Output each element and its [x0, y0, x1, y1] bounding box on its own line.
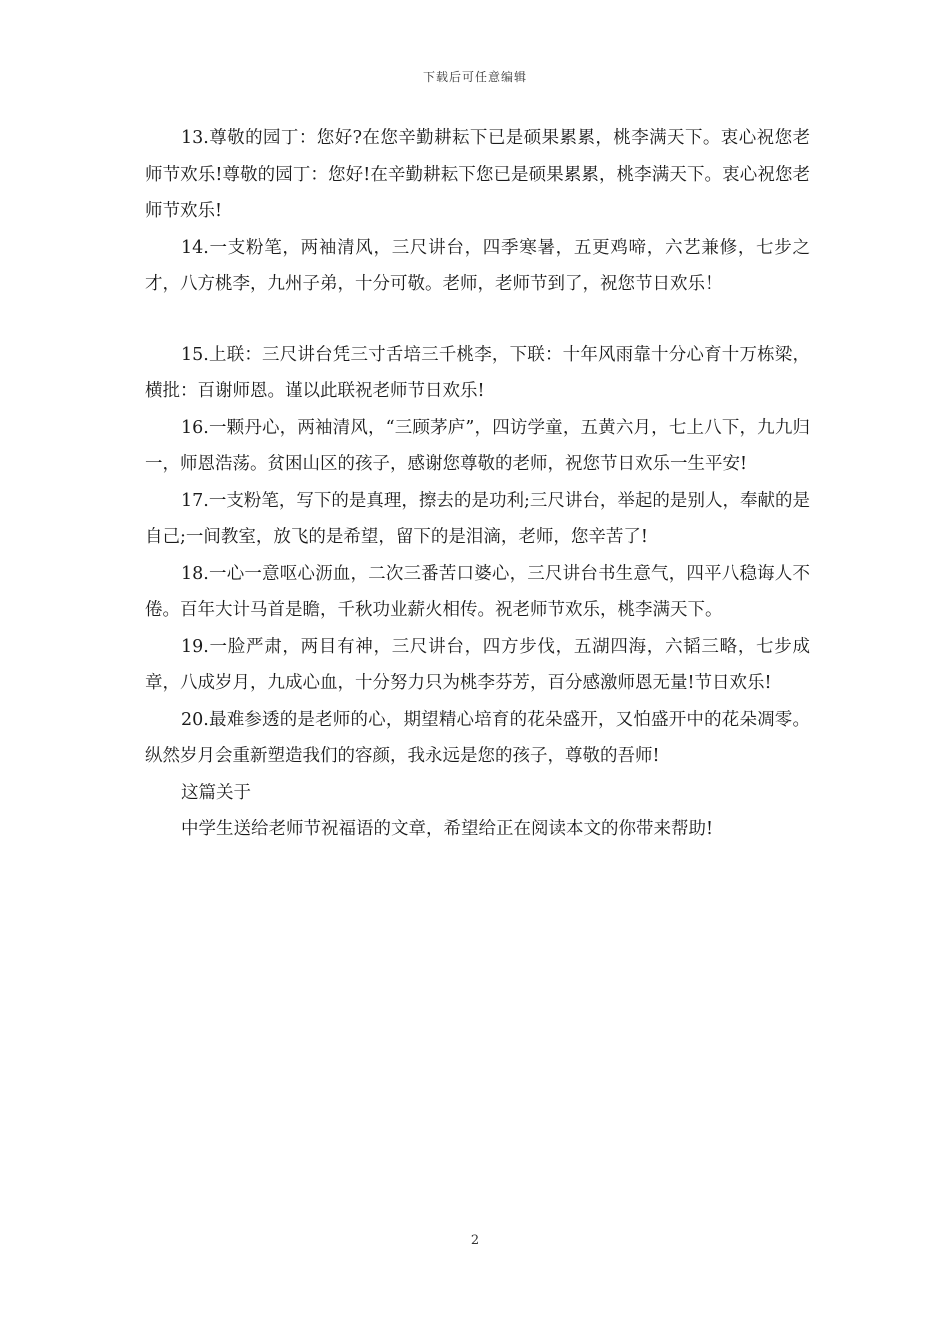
paragraph-17: 17.一支粉笔，写下的是真理，擦去的是功利;三尺讲台，举起的是别人，奉献的是自己;一间教室，放飞的是希望，留下的是泪滴，老师，您辛苦了!	[145, 490, 810, 547]
paragraph-13: 13.尊敬的园丁：您好?在您辛勤耕耘下已是硕果累累，桃李满天下。衷心祝您老师节欢乐!尊敬的园丁：您好!在辛勤耕耘下您已是硕果累累，桃李满天下。衷心祝您老师节欢乐!	[145, 128, 810, 221]
document-body	[145, 120, 810, 848]
closing-line-1: 这篇关于	[181, 782, 251, 803]
paragraph-18: 18.一心一意呕心沥血，二次三番苦口婆心，三尺讲台书生意气，四平八稳诲人不倦。百年大计马首是瞻，千秋功业薪火相传。祝老师节欢乐，桃李满天下。	[145, 563, 810, 620]
paragraph-19: 19.一脸严肃，两目有神，三尺讲台，四方步伐，五湖四海，六韬三略，七步成章，八成岁月，九成心血，十分努力只为桃李芬芳，百分感激师恩无量!节日欢乐!	[145, 636, 810, 693]
page-header: 下载后可任意编辑	[422, 70, 527, 84]
paragraph-15: 15.上联：三尺讲台凭三寸舌培三千桃李，下联：十年风雨靠十分心育十万栋梁，横批：百谢师恩。谨以此联祝老师节日欢乐!	[145, 344, 810, 401]
paragraph-20: 20.最难参透的是老师的心，期望精心培育的花朵盛开，又怕盛开中的花朵凋零。纵然岁月会重新塑造我们的容颜，我永远是您的孩子，尊敬的吾师!	[145, 709, 810, 766]
paragraph-16: 16.一颗丹心，两袖清风，“三顾茅庐”，四访学童，五黄六月，七上八下，九九归一，师恩浩荡。贫困山区的孩子，感谢您尊敬的老师，祝您节日欢乐一生平安!	[145, 417, 810, 474]
closing-line-2: 中学生送给老师节祝福语的文章，希望给正在阅读本文的你带来帮助!	[181, 819, 714, 839]
page-number: 2	[470, 1233, 480, 1248]
paragraph-14: 14.一支粉笔，两袖清风，三尺讲台，四季寒暑，五更鸡啼，六艺兼修，七步之才，八方桃李，九州子弟，十分可敬。老师，老师节到了，祝您节日欢乐！	[145, 237, 810, 294]
